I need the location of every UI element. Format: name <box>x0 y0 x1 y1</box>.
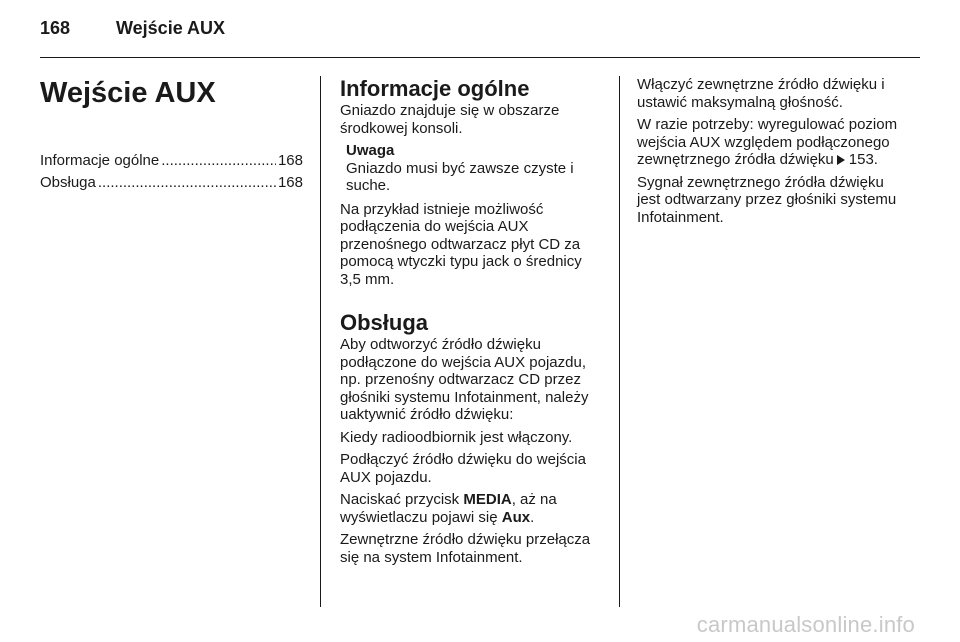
page-number: 168 <box>40 18 71 38</box>
header-rule <box>40 57 920 58</box>
paragraph: Sygnał zewnętrznego źródła dźwięku jest odtwarzany przez głośniki systemu Infotainment. <box>637 173 897 226</box>
text-run: W razie potrzeby: wyregulować poziom wejścia AUX względem podłączonego zewnętrznego źródła dźwięku <box>637 116 898 168</box>
toc-leader-dots <box>98 174 276 192</box>
page-reference-link[interactable]: 153. <box>848 151 878 168</box>
toc-entry-informacje[interactable] <box>40 152 303 174</box>
page-reference-arrow-icon <box>837 155 845 165</box>
paragraph <box>340 491 606 526</box>
text-run: , aż na wyświetlaczu pojawi się <box>340 491 557 526</box>
content-column-2 <box>340 76 606 571</box>
toc-entry-page: 168 <box>277 152 303 169</box>
header-section-title: Wejście AUX <box>116 18 226 38</box>
text-run: . <box>530 508 535 526</box>
note-text: Gniazdo musi być zawsze czyste i suche. <box>346 159 574 194</box>
toc-entry-label: Obsługa <box>40 174 96 191</box>
paragraph: Włączyć zewnętrzne źródło dźwięku i ustawić maksymalną głośność. <box>637 76 885 111</box>
toc-entry-page: 168 <box>277 174 303 191</box>
chapter-title: Wejście AUX <box>40 77 216 109</box>
section-heading-informacje: Informacje ogólne <box>340 76 530 101</box>
content-column-3 <box>637 76 905 231</box>
note-title: Uwaga <box>346 142 395 159</box>
toc-leader-dots <box>161 152 276 170</box>
column-divider-2 <box>619 76 620 607</box>
paragraph: Gniazdo znajduje się w obszarze środkowej konsoli. <box>340 102 560 137</box>
toc-column <box>40 76 303 196</box>
watermark: carmanualsonline.info <box>696 612 915 637</box>
section-heading-obsluga: Obsługa <box>340 310 429 335</box>
paragraph: Na przykład istnieje możliwość podłączenia do wejścia AUX przenośnego odtwarzacz płyt CD za pomocą wtyczki typu jack o średnicy 3,5 mm. <box>340 200 582 288</box>
paragraph: Podłączyć źródło dźwięku do wejścia AUX pojazdu. <box>340 451 586 486</box>
aux-display-label: Aux <box>501 508 531 526</box>
text-run: Naciskać przycisk <box>340 491 464 508</box>
paragraph <box>637 116 905 169</box>
table-of-contents <box>40 152 303 196</box>
paragraph: Kiedy radioodbiornik jest włączony. <box>340 428 573 446</box>
paragraph: Zewnętrzne źródło dźwięku przełącza się na system Infotainment. <box>340 531 591 566</box>
note-box <box>340 142 606 195</box>
toc-entry-label: Informacje ogólne <box>40 152 160 169</box>
media-button-label: MEDIA <box>463 491 512 508</box>
paragraph: Aby odtworzyć źródło dźwięku podłączone do wejścia AUX pojazdu, np. przenośny odtwarzacz CD przez głośniki systemu Infotainment, należy uaktywnić źródło dźwięku: <box>340 336 589 423</box>
toc-entry-obsluga[interactable] <box>40 174 303 196</box>
column-divider-1 <box>320 76 321 607</box>
